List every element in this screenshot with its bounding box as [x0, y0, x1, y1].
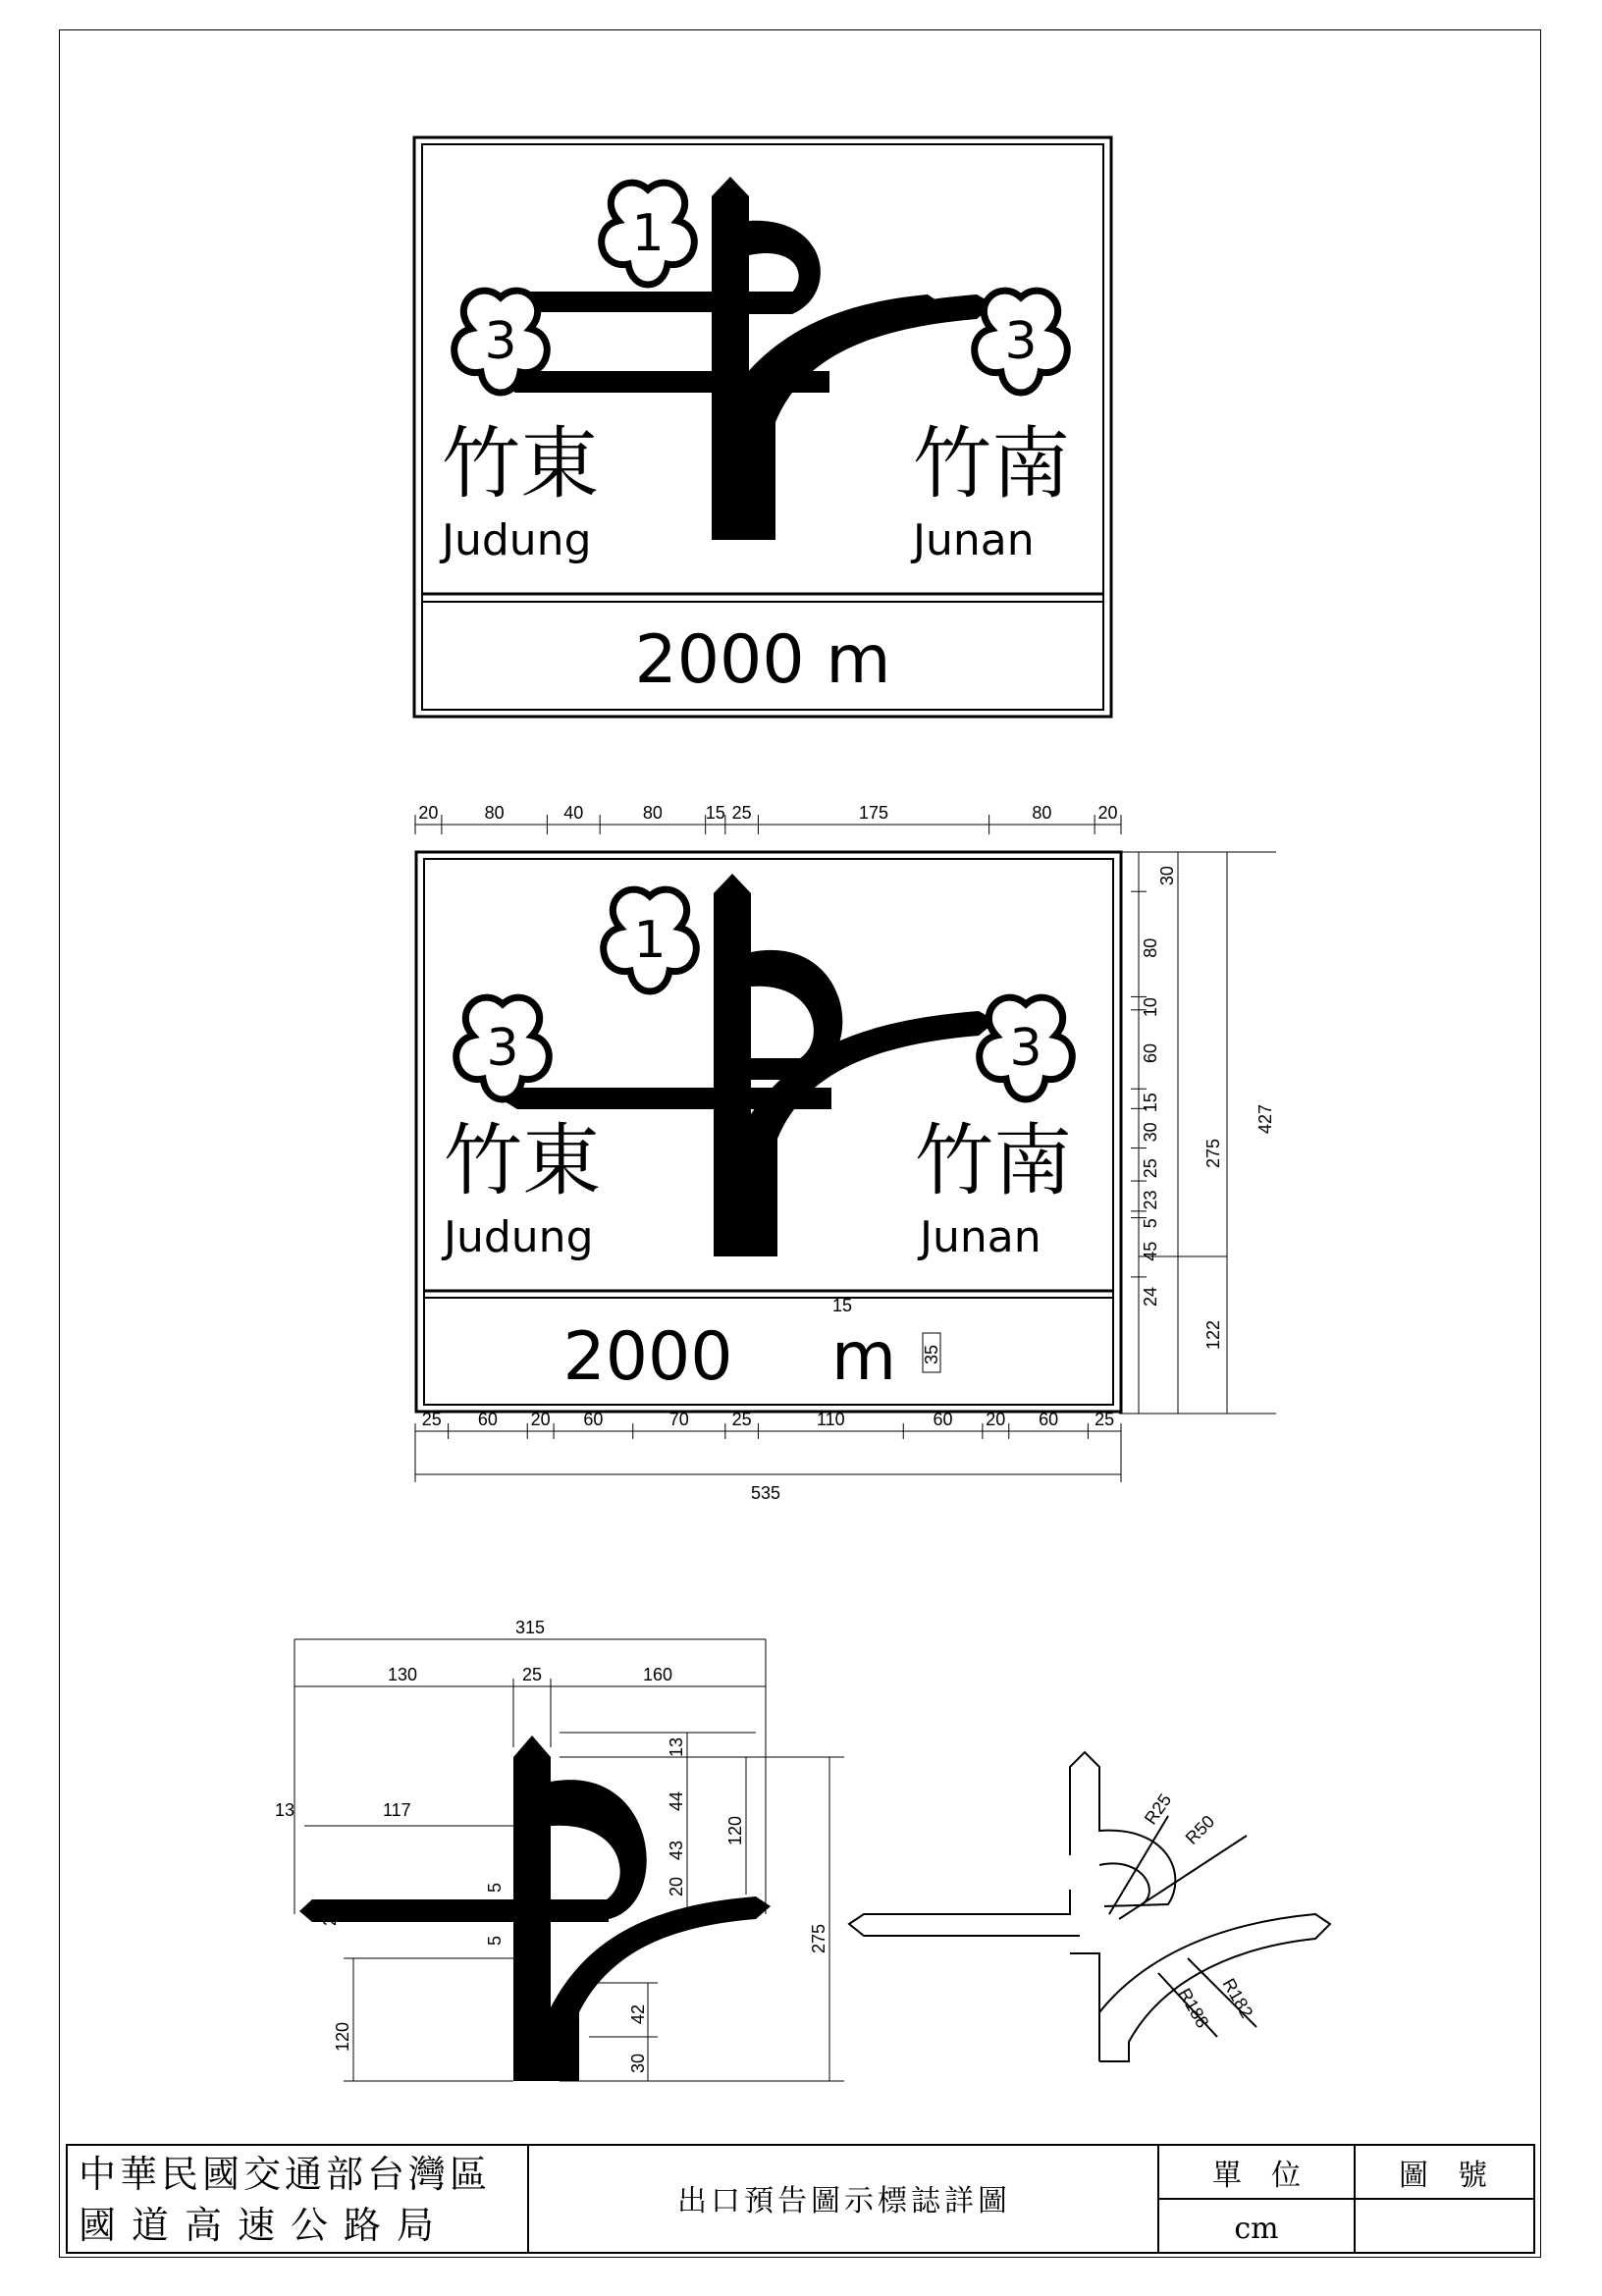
svg-text:117: 117 [383, 1800, 411, 1820]
drawing-sheet [59, 29, 1541, 2258]
svg-text:3: 3 [486, 1019, 519, 1078]
svg-text:13: 13 [667, 1736, 686, 1757]
svg-text:Junan: Junan [920, 1212, 1041, 1262]
radius-r25: R25 [1140, 1789, 1176, 1829]
dest-right-zh: 竹南 [913, 418, 1070, 509]
svg-text:1: 1 [631, 204, 665, 263]
dim-total-width: 535 [750, 1483, 781, 1503]
svg-text:3: 3 [1009, 1019, 1042, 1078]
svg-text:1: 1 [633, 911, 667, 970]
dim-275: 275 [1203, 1138, 1223, 1168]
dim-right-4: 15 [1141, 1093, 1160, 1113]
dim-top-4: 15 [705, 803, 725, 823]
dim-bottom-2: 20 [530, 1410, 551, 1429]
dim-right-8: 5 [1141, 1218, 1160, 1229]
sign-dimensioned [415, 803, 1276, 1503]
dim-top-0: 20 [418, 803, 439, 823]
svg-text:44: 44 [667, 1790, 686, 1811]
dim-bottom-3: 60 [583, 1410, 604, 1429]
dim-top-1: 80 [484, 803, 505, 823]
symbol-detail-dimensioned [275, 1618, 844, 2081]
dest-left-zh: 竹東 [442, 418, 599, 509]
radius-r182: R182 [1218, 1975, 1257, 2022]
dim-right-10: 24 [1141, 1286, 1160, 1307]
dim-right-2: 10 [1141, 997, 1160, 1018]
dim-top-5: 25 [731, 803, 752, 823]
dim-right-7: 23 [1141, 1190, 1160, 1210]
svg-text:5: 5 [485, 1882, 505, 1893]
svg-text:275: 275 [809, 1923, 828, 1953]
dim-top-6: 175 [858, 803, 889, 823]
org-line2: 國道高速公路局 [79, 2204, 451, 2247]
svg-text:m: m [830, 1318, 897, 1396]
svg-text:3: 3 [1004, 312, 1038, 371]
dim-total-height: 427 [1255, 1103, 1275, 1134]
radius-r188: R188 [1174, 1985, 1213, 2032]
dim-right-1: 80 [1141, 937, 1160, 958]
svg-text:120: 120 [725, 1815, 745, 1845]
route-shield-3-right [975, 291, 1068, 393]
unit-value: cm [1234, 2212, 1279, 2246]
svg-text:25: 25 [521, 1665, 543, 1684]
dim-bottom-5: 25 [731, 1410, 752, 1429]
unit-label: 單 位 [1212, 2159, 1301, 2193]
dim-top-7: 80 [1032, 803, 1052, 823]
svg-text:25: 25 [320, 1905, 340, 1926]
dim-top-8: 20 [1097, 803, 1118, 823]
dim-right-5: 30 [1141, 1122, 1160, 1143]
svg-text:Judung: Judung [444, 1212, 594, 1262]
svg-text:35: 35 [922, 1344, 941, 1364]
dim-bottom-10: 25 [1095, 1410, 1115, 1429]
dim-bottom-0: 25 [421, 1410, 442, 1429]
dim-bottom-9: 60 [1039, 1410, 1059, 1429]
number-label: 圖 號 [1399, 2159, 1487, 2193]
dim-bottom-1: 60 [477, 1410, 498, 1429]
drawing-title: 出口預告圖示標誌詳圖 [677, 2184, 1011, 2218]
symbol-detail-radii [849, 1752, 1330, 2061]
dest-right-en: Junan [913, 515, 1035, 565]
svg-text:2000: 2000 [562, 1318, 733, 1396]
dest-left-en: Judung [442, 515, 592, 565]
dim-bottom-4: 70 [668, 1410, 689, 1429]
svg-text:20: 20 [667, 1876, 686, 1896]
svg-text:5: 5 [485, 1935, 505, 1946]
dim-bottom-7: 60 [933, 1410, 953, 1429]
svg-text:120: 120 [333, 2021, 352, 2052]
route-shield-1 [602, 183, 695, 285]
title-block [67, 2145, 1534, 2253]
radius-r50: R50 [1181, 1811, 1219, 1848]
svg-text:30: 30 [628, 2053, 648, 2073]
svg-text:42: 42 [628, 2003, 648, 2024]
svg-text:160: 160 [642, 1665, 673, 1684]
svg-text:130: 130 [387, 1665, 418, 1684]
dim-bottom-6: 110 [816, 1410, 845, 1429]
dim-122: 122 [1203, 1319, 1223, 1350]
svg-text:竹南: 竹南 [915, 1115, 1072, 1206]
svg-text:13: 13 [275, 1800, 295, 1820]
svg-text:竹東: 竹東 [444, 1115, 601, 1206]
svg-text:15: 15 [831, 1296, 853, 1315]
dim-top-2: 40 [563, 803, 584, 823]
svg-text:315: 315 [514, 1618, 546, 1637]
dim-right-9: 45 [1141, 1241, 1160, 1261]
distance: 2000 m [634, 621, 891, 699]
svg-text:3: 3 [484, 312, 517, 371]
dim-right-3: 60 [1141, 1042, 1160, 1064]
svg-text:43: 43 [667, 1840, 686, 1860]
org-line1: 中華民國交通部台灣區 [79, 2153, 492, 2196]
dim-right-6: 25 [1141, 1158, 1160, 1179]
sign-top [414, 137, 1111, 717]
dim-bottom-8: 20 [986, 1410, 1006, 1429]
dim-right-0: 30 [1157, 866, 1177, 886]
dim-top-3: 80 [642, 803, 663, 823]
